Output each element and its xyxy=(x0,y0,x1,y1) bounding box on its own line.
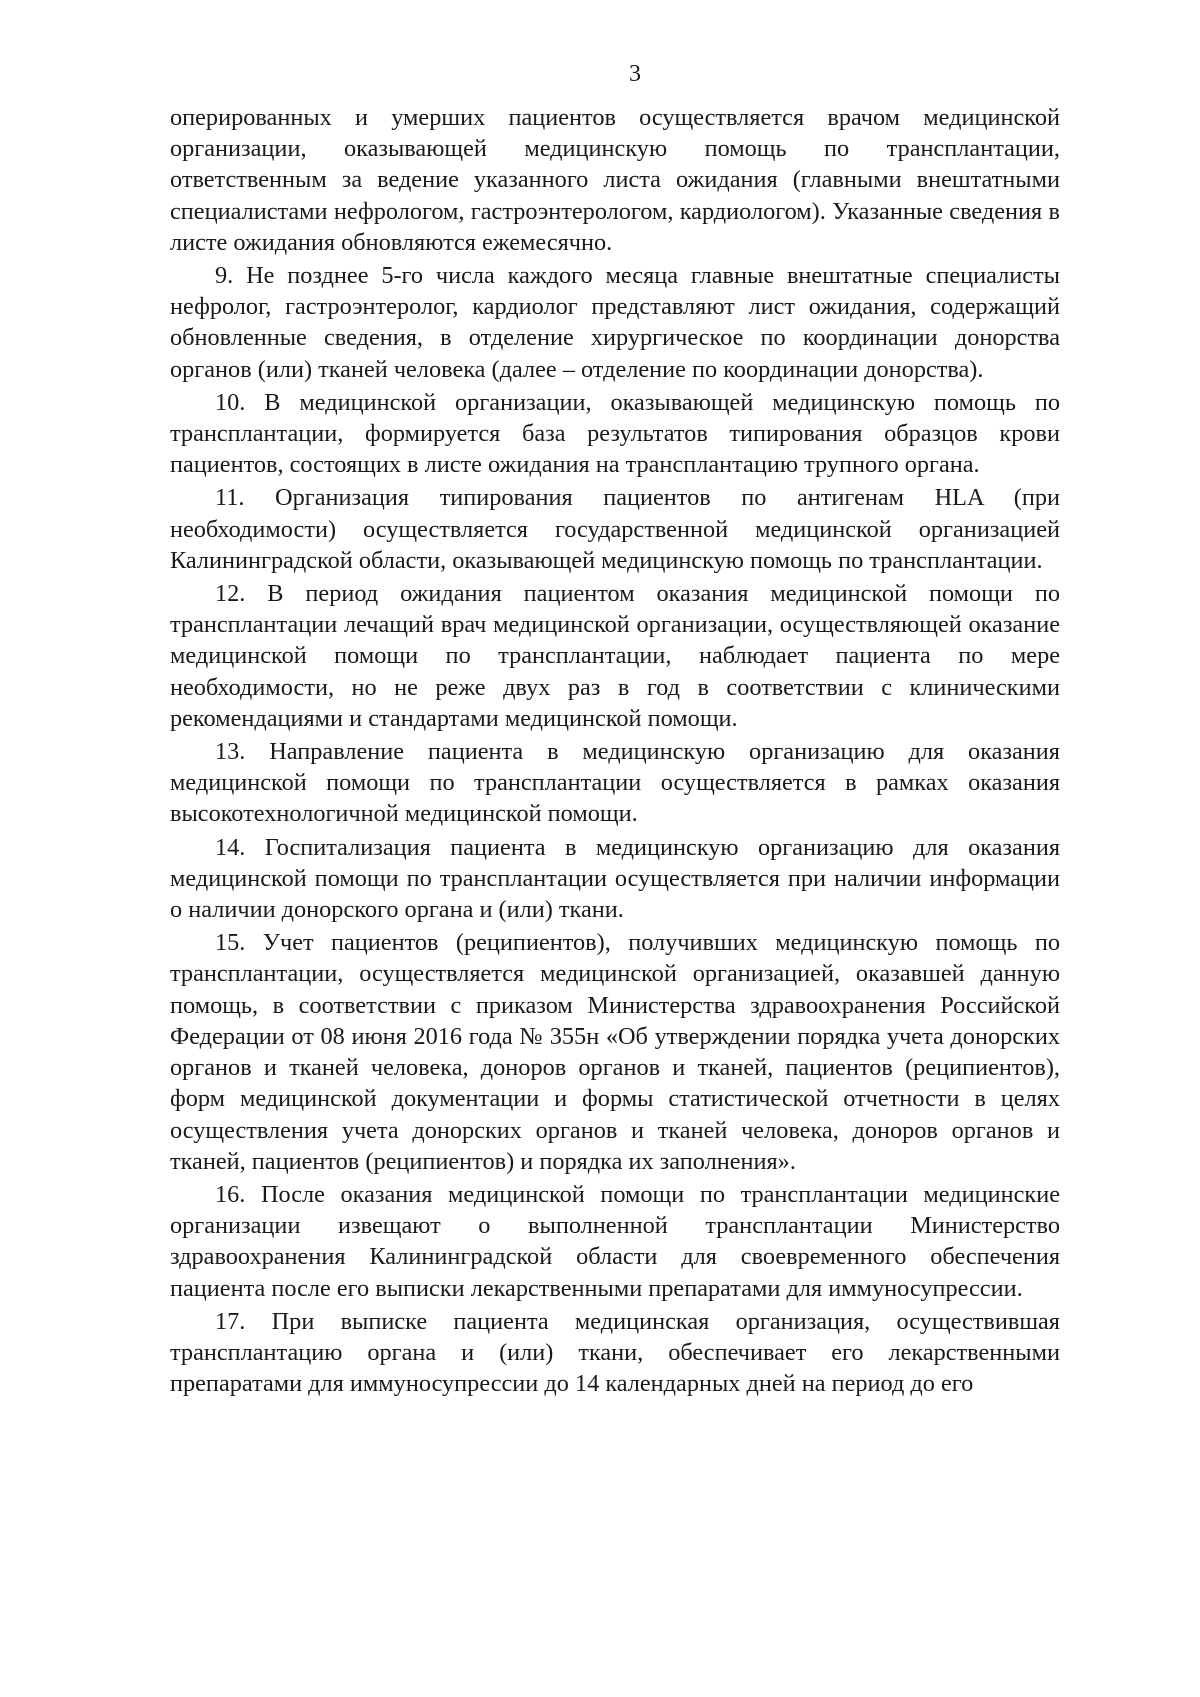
paragraph-11: 11. Организация типирования пациентов по антигенам HLA (при необходимости) осуществляется государственной медицинской организацией Калининградской области, оказывающей медицинскую помощь по трансплантации. xyxy=(170,484,1060,574)
paragraph-16: 16. После оказания медицинской помощи по трансплантации медицинские организации извещают о выполненной трансплантации Министерство здравоохранения Калининградской области для своевременного обеспечения пациента после его выписки лекарственными препаратами для иммуносупрессии. xyxy=(170,1180,1060,1302)
paragraph-17: 17. При выписке пациента медицинская организация, осуществившая трансплантацию органа и (или) ткани, обеспечивает его лекарственными препаратами для иммуносупрессии до 14 календарных дней на период до его xyxy=(170,1307,1060,1398)
paragraph-9: 9. Не позднее 5-го числа каждого месяца главные внештатные специалисты нефролог, гастроэнтеролог, кардиолог представляют лист ожидания, содержащий обновленные сведения, в отделение хирургическое по координации донорства органов (или) тканей человека (далее – отделение по координации донорства). xyxy=(170,262,1060,383)
document-body xyxy=(170,102,1060,1399)
paragraph-13: 13. Направление пациента в медицинскую организацию для оказания медицинской помощи по трансплантации осуществляется в рамках оказания высокотехнологичной медицинской помощи. xyxy=(170,738,1060,828)
paragraph-12: 12. В период ожидания пациентом оказания медицинской помощи по трансплантации лечащий врач медицинской организации, осуществляющей оказание медицинской помощи по трансплантации, наблюдает пациента по мере необходимости, но не реже двух раз в год в соответствии с клиническими рекомендациями и стандартами медицинской помощи. xyxy=(170,580,1060,732)
paragraph-continuation: оперированных и умерших пациентов осуществляется врачом медицинской организации, оказывающей медицинскую помощь по трансплантации, ответственным за ведение указанного листа ожидания (главными внештатными специалистами нефрологом, гастроэнтерологом, кардиологом). Указанные сведения в листе ожидания обновляются ежемесячно. xyxy=(170,104,1060,256)
paragraph-10: 10. В медицинской организации, оказывающей медицинскую помощь по трансплантации, формируется база результатов типирования образцов крови пациентов, состоящих в листе ожидания на трансплантацию трупного органа. xyxy=(170,388,1060,479)
paragraph-15: 15. Учет пациентов (реципиентов), получивших медицинскую помощь по трансплантации, осуществляется медицинской организацией, оказавшей данную помощь, в соответствии с приказом Министерства здравоохранения Российской Федерации от 08 июня 2016 года № 355н «Об утверждении порядка учета донорских органов и тканей человека, доноров органов и тканей, пациентов (реципиентов), форм медицинской документации и формы статистической отчетности в целях осуществления учета донорских органов и тканей человека, доноров органов и тканей, пациентов (реципиентов) и порядка их заполнения». xyxy=(170,929,1060,1175)
page-number: 3 xyxy=(629,61,641,87)
paragraph-14: 14. Госпитализация пациента в медицинскую организацию для оказания медицинской помощи по трансплантации осуществляется при наличии информации о наличии донорского органа и (или) ткани. xyxy=(170,833,1060,924)
